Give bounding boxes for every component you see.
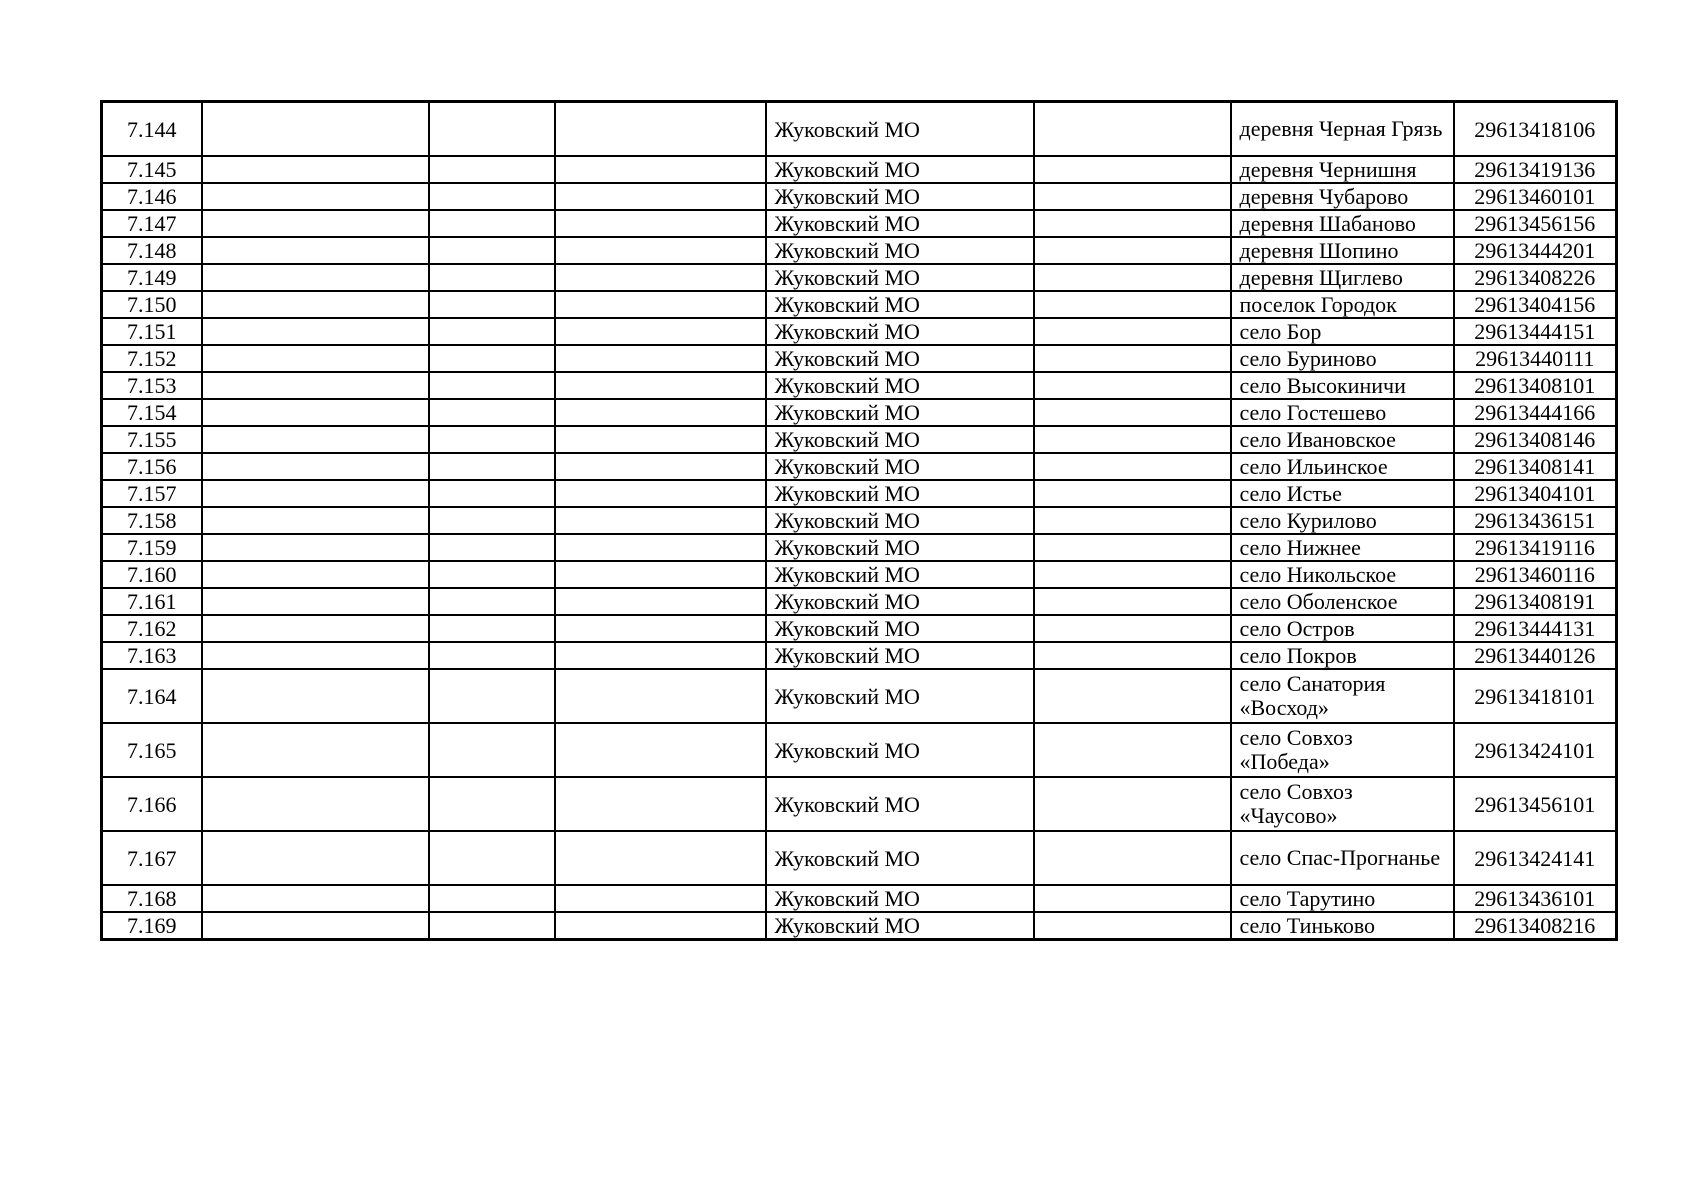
- empty-cell: [202, 237, 429, 264]
- empty-cell: [202, 399, 429, 426]
- empty-cell: [202, 318, 429, 345]
- empty-cell: [429, 831, 555, 885]
- empty-cell: [1034, 264, 1231, 291]
- empty-cell: [1034, 912, 1231, 940]
- row-number-cell: 7.160: [102, 561, 202, 588]
- municipality-cell: Жуковский МО: [766, 723, 1034, 777]
- municipality-cell: Жуковский МО: [766, 615, 1034, 642]
- settlement-name-cell: деревня Чернишня: [1231, 156, 1454, 183]
- empty-cell: [429, 885, 555, 912]
- empty-cell: [555, 102, 766, 157]
- municipality-cell: Жуковский МО: [766, 156, 1034, 183]
- oktmo-code-cell: 29613418101: [1454, 669, 1617, 723]
- settlement-name-cell: село Нижнее: [1231, 534, 1454, 561]
- empty-cell: [202, 372, 429, 399]
- empty-cell: [1034, 615, 1231, 642]
- empty-cell: [429, 399, 555, 426]
- empty-cell: [555, 480, 766, 507]
- empty-cell: [202, 102, 429, 157]
- empty-cell: [555, 237, 766, 264]
- table-body: [102, 102, 1617, 940]
- table-row: [102, 723, 1617, 777]
- row-number-cell: 7.154: [102, 399, 202, 426]
- empty-cell: [1034, 210, 1231, 237]
- table-row: [102, 669, 1617, 723]
- table-row: [102, 885, 1617, 912]
- oktmo-code-cell: 29613460116: [1454, 561, 1617, 588]
- table-row: [102, 588, 1617, 615]
- table-row: [102, 453, 1617, 480]
- empty-cell: [202, 264, 429, 291]
- empty-cell: [1034, 156, 1231, 183]
- settlement-name-cell: село Тиньково: [1231, 912, 1454, 940]
- table-row: [102, 507, 1617, 534]
- municipality-cell: Жуковский МО: [766, 399, 1034, 426]
- settlements-table: [100, 100, 1618, 941]
- oktmo-code-cell: 29613408146: [1454, 426, 1617, 453]
- oktmo-code-cell: 29613436151: [1454, 507, 1617, 534]
- empty-cell: [202, 831, 429, 885]
- settlement-name-cell: село Бор: [1231, 318, 1454, 345]
- empty-cell: [202, 588, 429, 615]
- row-number-cell: 7.165: [102, 723, 202, 777]
- empty-cell: [555, 561, 766, 588]
- oktmo-code-cell: 29613460101: [1454, 183, 1617, 210]
- empty-cell: [202, 534, 429, 561]
- empty-cell: [429, 723, 555, 777]
- empty-cell: [202, 480, 429, 507]
- municipality-cell: Жуковский МО: [766, 912, 1034, 940]
- oktmo-code-cell: 29613424101: [1454, 723, 1617, 777]
- empty-cell: [555, 588, 766, 615]
- empty-cell: [429, 642, 555, 669]
- empty-cell: [202, 885, 429, 912]
- settlement-name-cell: село Тарутино: [1231, 885, 1454, 912]
- empty-cell: [555, 210, 766, 237]
- empty-cell: [429, 534, 555, 561]
- oktmo-code-cell: 29613436101: [1454, 885, 1617, 912]
- table-row: [102, 156, 1617, 183]
- empty-cell: [429, 912, 555, 940]
- empty-cell: [429, 156, 555, 183]
- empty-cell: [555, 291, 766, 318]
- table-row: [102, 372, 1617, 399]
- table-row: [102, 345, 1617, 372]
- empty-cell: [429, 102, 555, 157]
- table-row: [102, 426, 1617, 453]
- oktmo-code-cell: 29613444131: [1454, 615, 1617, 642]
- empty-cell: [555, 723, 766, 777]
- empty-cell: [429, 669, 555, 723]
- oktmo-code-cell: 29613418106: [1454, 102, 1617, 157]
- empty-cell: [555, 777, 766, 831]
- oktmo-code-cell: 29613408191: [1454, 588, 1617, 615]
- municipality-cell: Жуковский МО: [766, 885, 1034, 912]
- municipality-cell: Жуковский МО: [766, 426, 1034, 453]
- empty-cell: [1034, 372, 1231, 399]
- empty-cell: [202, 507, 429, 534]
- settlement-name-cell: село Высокиничи: [1231, 372, 1454, 399]
- empty-cell: [555, 831, 766, 885]
- settlement-name-cell: село Спас-Прогнанье: [1231, 831, 1454, 885]
- empty-cell: [429, 210, 555, 237]
- empty-cell: [555, 615, 766, 642]
- empty-cell: [202, 183, 429, 210]
- settlement-name-cell: село Никольское: [1231, 561, 1454, 588]
- empty-cell: [202, 615, 429, 642]
- empty-cell: [429, 507, 555, 534]
- empty-cell: [1034, 885, 1231, 912]
- empty-cell: [555, 264, 766, 291]
- empty-cell: [1034, 102, 1231, 157]
- municipality-cell: Жуковский МО: [766, 372, 1034, 399]
- empty-cell: [1034, 588, 1231, 615]
- row-number-cell: 7.163: [102, 642, 202, 669]
- settlement-name-cell: село Совхоз «Победа»: [1231, 723, 1454, 777]
- empty-cell: [555, 507, 766, 534]
- oktmo-code-cell: 29613419116: [1454, 534, 1617, 561]
- row-number-cell: 7.164: [102, 669, 202, 723]
- settlement-name-cell: деревня Шопино: [1231, 237, 1454, 264]
- oktmo-code-cell: 29613404156: [1454, 291, 1617, 318]
- oktmo-code-cell: 29613440126: [1454, 642, 1617, 669]
- empty-cell: [1034, 291, 1231, 318]
- empty-cell: [429, 372, 555, 399]
- settlement-name-cell: село Ивановское: [1231, 426, 1454, 453]
- municipality-cell: Жуковский МО: [766, 102, 1034, 157]
- empty-cell: [555, 534, 766, 561]
- table-row: [102, 399, 1617, 426]
- settlement-name-cell: село Санатория «Восход»: [1231, 669, 1454, 723]
- municipality-cell: Жуковский МО: [766, 642, 1034, 669]
- oktmo-code-cell: 29613440111: [1454, 345, 1617, 372]
- municipality-cell: Жуковский МО: [766, 345, 1034, 372]
- empty-cell: [555, 156, 766, 183]
- oktmo-code-cell: 29613408141: [1454, 453, 1617, 480]
- empty-cell: [202, 669, 429, 723]
- empty-cell: [429, 777, 555, 831]
- empty-cell: [429, 345, 555, 372]
- table-row: [102, 183, 1617, 210]
- row-number-cell: 7.144: [102, 102, 202, 157]
- empty-cell: [555, 372, 766, 399]
- municipality-cell: Жуковский МО: [766, 210, 1034, 237]
- empty-cell: [429, 318, 555, 345]
- municipality-cell: Жуковский МО: [766, 507, 1034, 534]
- empty-cell: [555, 399, 766, 426]
- empty-cell: [1034, 399, 1231, 426]
- empty-cell: [429, 291, 555, 318]
- row-number-cell: 7.145: [102, 156, 202, 183]
- row-number-cell: 7.167: [102, 831, 202, 885]
- oktmo-code-cell: 29613444201: [1454, 237, 1617, 264]
- oktmo-code-cell: 29613408216: [1454, 912, 1617, 940]
- empty-cell: [202, 723, 429, 777]
- empty-cell: [429, 453, 555, 480]
- oktmo-code-cell: 29613408101: [1454, 372, 1617, 399]
- oktmo-code-cell: 29613456156: [1454, 210, 1617, 237]
- empty-cell: [555, 669, 766, 723]
- oktmo-code-cell: 29613444166: [1454, 399, 1617, 426]
- row-number-cell: 7.168: [102, 885, 202, 912]
- municipality-cell: Жуковский МО: [766, 237, 1034, 264]
- oktmo-code-cell: 29613456101: [1454, 777, 1617, 831]
- empty-cell: [202, 453, 429, 480]
- empty-cell: [202, 642, 429, 669]
- row-number-cell: 7.158: [102, 507, 202, 534]
- empty-cell: [429, 561, 555, 588]
- empty-cell: [1034, 183, 1231, 210]
- settlement-name-cell: деревня Черная Грязь: [1231, 102, 1454, 157]
- table-row: [102, 318, 1617, 345]
- settlement-name-cell: село Истье: [1231, 480, 1454, 507]
- settlement-name-cell: деревня Чубарово: [1231, 183, 1454, 210]
- municipality-cell: Жуковский МО: [766, 777, 1034, 831]
- table-row: [102, 210, 1617, 237]
- municipality-cell: Жуковский МО: [766, 318, 1034, 345]
- empty-cell: [555, 885, 766, 912]
- settlement-name-cell: село Остров: [1231, 615, 1454, 642]
- empty-cell: [429, 264, 555, 291]
- municipality-cell: Жуковский МО: [766, 183, 1034, 210]
- empty-cell: [202, 912, 429, 940]
- row-number-cell: 7.155: [102, 426, 202, 453]
- settlement-name-cell: поселок Городок: [1231, 291, 1454, 318]
- settlement-name-cell: село Покров: [1231, 642, 1454, 669]
- table-row: [102, 291, 1617, 318]
- municipality-cell: Жуковский МО: [766, 453, 1034, 480]
- row-number-cell: 7.153: [102, 372, 202, 399]
- municipality-cell: Жуковский МО: [766, 831, 1034, 885]
- row-number-cell: 7.146: [102, 183, 202, 210]
- empty-cell: [555, 453, 766, 480]
- table-row: [102, 831, 1617, 885]
- empty-cell: [1034, 426, 1231, 453]
- municipality-cell: Жуковский МО: [766, 264, 1034, 291]
- table-row: [102, 264, 1617, 291]
- empty-cell: [1034, 669, 1231, 723]
- empty-cell: [555, 642, 766, 669]
- row-number-cell: 7.156: [102, 453, 202, 480]
- empty-cell: [1034, 561, 1231, 588]
- empty-cell: [1034, 480, 1231, 507]
- municipality-cell: Жуковский МО: [766, 534, 1034, 561]
- table-row: [102, 912, 1617, 940]
- table-row: [102, 777, 1617, 831]
- table-row: [102, 561, 1617, 588]
- empty-cell: [1034, 831, 1231, 885]
- empty-cell: [429, 426, 555, 453]
- row-number-cell: 7.157: [102, 480, 202, 507]
- oktmo-code-cell: 29613404101: [1454, 480, 1617, 507]
- empty-cell: [1034, 237, 1231, 264]
- table-row: [102, 642, 1617, 669]
- table-row: [102, 615, 1617, 642]
- empty-cell: [555, 426, 766, 453]
- empty-cell: [202, 210, 429, 237]
- empty-cell: [555, 183, 766, 210]
- oktmo-code-cell: 29613408226: [1454, 264, 1617, 291]
- row-number-cell: 7.148: [102, 237, 202, 264]
- settlement-name-cell: деревня Щиглево: [1231, 264, 1454, 291]
- municipality-cell: Жуковский МО: [766, 669, 1034, 723]
- empty-cell: [555, 318, 766, 345]
- row-number-cell: 7.161: [102, 588, 202, 615]
- empty-cell: [429, 588, 555, 615]
- empty-cell: [1034, 777, 1231, 831]
- municipality-cell: Жуковский МО: [766, 561, 1034, 588]
- empty-cell: [202, 426, 429, 453]
- municipality-cell: Жуковский МО: [766, 291, 1034, 318]
- settlement-name-cell: село Курилово: [1231, 507, 1454, 534]
- empty-cell: [429, 237, 555, 264]
- table-row: [102, 480, 1617, 507]
- row-number-cell: 7.151: [102, 318, 202, 345]
- settlement-name-cell: село Совхоз «Чаусово»: [1231, 777, 1454, 831]
- table-row: [102, 534, 1617, 561]
- empty-cell: [429, 615, 555, 642]
- empty-cell: [1034, 534, 1231, 561]
- empty-cell: [202, 291, 429, 318]
- municipality-cell: Жуковский МО: [766, 588, 1034, 615]
- settlement-name-cell: село Буриново: [1231, 345, 1454, 372]
- table-row: [102, 237, 1617, 264]
- empty-cell: [555, 912, 766, 940]
- empty-cell: [429, 480, 555, 507]
- oktmo-code-cell: 29613419136: [1454, 156, 1617, 183]
- empty-cell: [1034, 642, 1231, 669]
- row-number-cell: 7.159: [102, 534, 202, 561]
- settlement-name-cell: деревня Шабаново: [1231, 210, 1454, 237]
- oktmo-code-cell: 29613444151: [1454, 318, 1617, 345]
- empty-cell: [1034, 507, 1231, 534]
- row-number-cell: 7.169: [102, 912, 202, 940]
- settlement-name-cell: село Гостешево: [1231, 399, 1454, 426]
- row-number-cell: 7.162: [102, 615, 202, 642]
- settlement-name-cell: село Ильинское: [1231, 453, 1454, 480]
- empty-cell: [202, 777, 429, 831]
- empty-cell: [202, 156, 429, 183]
- empty-cell: [1034, 453, 1231, 480]
- row-number-cell: 7.147: [102, 210, 202, 237]
- empty-cell: [202, 345, 429, 372]
- row-number-cell: 7.152: [102, 345, 202, 372]
- row-number-cell: 7.149: [102, 264, 202, 291]
- empty-cell: [555, 345, 766, 372]
- row-number-cell: 7.150: [102, 291, 202, 318]
- empty-cell: [1034, 318, 1231, 345]
- empty-cell: [1034, 723, 1231, 777]
- empty-cell: [1034, 345, 1231, 372]
- empty-cell: [202, 561, 429, 588]
- municipality-cell: Жуковский МО: [766, 480, 1034, 507]
- empty-cell: [429, 183, 555, 210]
- settlement-name-cell: село Оболенское: [1231, 588, 1454, 615]
- table-row: [102, 102, 1617, 157]
- oktmo-code-cell: 29613424141: [1454, 831, 1617, 885]
- row-number-cell: 7.166: [102, 777, 202, 831]
